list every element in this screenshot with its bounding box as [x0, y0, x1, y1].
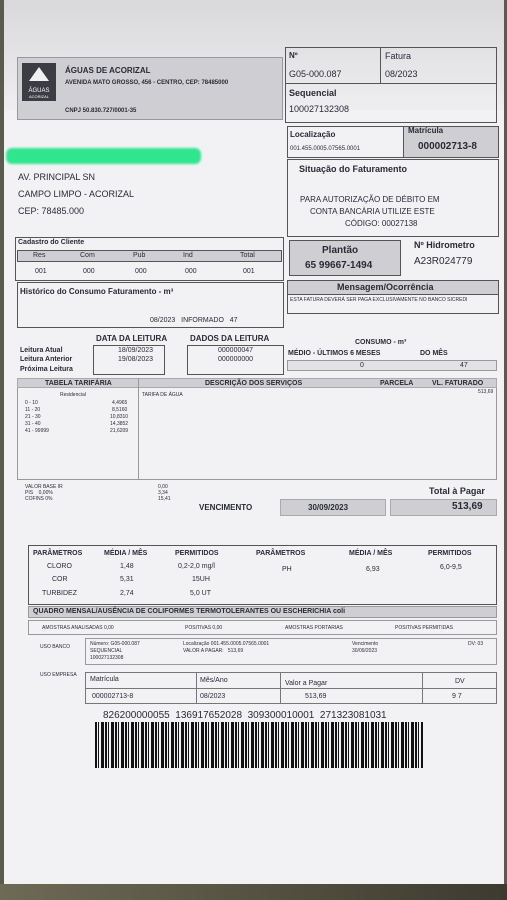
tarifa-faixa-5: 41 - 99999	[25, 428, 49, 434]
consumo-medio-value: 0	[360, 362, 364, 369]
tributo-1-label: VALOR BASE IR	[25, 484, 63, 490]
proxima-leitura-label: Próxima Leitura	[20, 366, 73, 373]
tributo-3-value: 15,41	[158, 496, 171, 502]
situacao-line2: CONTA BANCÁRIA UTILIZE ESTE	[310, 207, 435, 216]
svg-text:ACORIZAL: ACORIZAL	[28, 94, 50, 99]
cad-h-com: Com	[80, 252, 95, 259]
servicos-box	[17, 378, 497, 480]
param-r3-3: 5,0 UT	[190, 590, 212, 597]
coliformes-title: QUADRO MENSAL/AUSÊNCIA DE COLIFORMES TERMOTOLERANTES OU ESCHERICHIA coli	[33, 608, 346, 615]
param-r1-4: PH	[282, 566, 292, 573]
stub1-seq: SEQUENCIAL	[90, 648, 123, 654]
leitura-anterior-date: 19/08/2023	[118, 356, 154, 363]
cad-v-com: 000	[83, 268, 95, 275]
cad-v-ind: 000	[185, 268, 197, 275]
param-h-3: PERMITIDOS	[175, 550, 219, 557]
cad-h-ind: Ind	[183, 252, 193, 259]
historico-title: Histórico do Consumo Faturamento - m³	[20, 287, 174, 296]
vencimento-label: VENCIMENTO	[199, 503, 253, 512]
servicos-desc-label: DESCRIÇÃO DOS SERVIÇOS	[205, 380, 303, 387]
coliformes-item-4: POSITIVAS PERMITIDAS	[395, 625, 453, 631]
location-value: 001.455.0005.07565.0001	[290, 146, 361, 152]
tributo-2-value: 3,34	[158, 490, 168, 496]
tarifa-subtitle: Residencial	[60, 392, 86, 398]
vencimento-value: 30/09/2023	[308, 503, 349, 512]
mensagem-text: ESTA FATURA DEVERÁ SER PAGA EXCLUSIVAMENTE NO BANCO SICREDI	[290, 297, 468, 303]
tarifa-faixa-3: 21 - 30	[25, 414, 41, 420]
company-logo	[22, 63, 56, 101]
param-h-1: PARÂMETROS	[33, 550, 83, 557]
matricula-value: 000002713-8	[418, 141, 477, 152]
param-h-2: MÉDIA / MÊS	[104, 550, 148, 557]
param-h-6: PERMITIDOS	[428, 550, 472, 557]
water-drop-icon	[22, 63, 56, 101]
stub2-h-2: Mês/Ano	[200, 677, 228, 684]
stub1-loc: Localização 001.455.0005.07565.0001	[183, 641, 270, 647]
tarifa-title: TABELA TARIFÁRIA	[45, 380, 112, 387]
cad-v-total: 001	[243, 268, 255, 275]
param-r1-1: CLORO	[47, 563, 72, 570]
consumo-mes-label: DO MÊS	[420, 350, 448, 357]
n-value: G05-000.087	[289, 69, 342, 79]
redacted-name	[6, 148, 201, 164]
customer-address2: CAMPO LIMPO - ACORIZAL	[18, 189, 135, 199]
servicos-valor-label: VL. FATURADO	[432, 380, 484, 387]
param-r1-2: 1,48	[120, 563, 134, 570]
stub1-valor: VALOR A PAGAR: 513,69	[183, 648, 244, 654]
stub2-v-4: 9 7	[452, 693, 462, 700]
param-r3-1: TURBIDEZ	[42, 590, 77, 597]
param-r2-1: COR	[52, 576, 68, 583]
coliformes-item-3: AMOSTRAS PORTARIAS	[285, 625, 343, 631]
tarifa-valor-3: 10,8310	[110, 414, 129, 420]
consumo-title: CONSUMO - m³	[355, 339, 407, 346]
situacao-line3: CÓDIGO: 00027138	[345, 219, 418, 228]
mensagem-title: Mensagem/Ocorrência	[337, 282, 434, 292]
plantao-value: 65 99667-1494	[305, 260, 373, 271]
tributo-2-label: PIS 0,00%	[25, 490, 53, 496]
stub1-section: USO BANCO	[40, 644, 71, 650]
stub2-h-3: Valor a Pagar	[285, 680, 328, 687]
company-name: ÁGUAS DE ACORIZAL	[65, 66, 151, 75]
total-value: 513,69	[452, 501, 483, 512]
servico-item: TARIFA DE ÁGUA	[142, 392, 183, 398]
param-h-5: MÉDIA / MÊS	[349, 550, 393, 557]
leitura-anterior-value: 000000000	[218, 356, 254, 363]
company-cnpj: CNPJ 50.830.727/0001-35	[65, 108, 137, 114]
cadastro-title: Cadastro do Cliente	[18, 239, 85, 246]
n-label: Nº	[289, 51, 298, 60]
leitura-atual-value: 000000047	[218, 347, 254, 354]
tarifa-faixa-4: 31 - 40	[25, 421, 41, 427]
tarifa-valor-4: 14,3852	[110, 421, 129, 427]
stub1-seq-val: 100027132308	[90, 655, 124, 661]
plantao-label: Plantão	[322, 245, 359, 256]
stub2-h-1: Matrícula	[90, 676, 119, 683]
barcode-digits: 826200000055 136917652028 309300010001 271323081031	[103, 710, 387, 721]
customer-cep: CEP: 78485.000	[18, 206, 85, 216]
param-h-4: PARÂMETROS	[256, 550, 306, 557]
stub2-h-4: DV	[455, 678, 465, 685]
stub1-dv: DV: 03	[468, 641, 484, 647]
cad-h-pub: Pub	[133, 252, 146, 259]
servico-item-value: 513,69	[478, 389, 494, 395]
stub2-section: USO EMPRESA	[40, 672, 77, 678]
tarifa-valor-2: 8,5160	[112, 407, 128, 413]
sequencial-value: 100027132308	[289, 104, 350, 114]
company-address: AVENIDA MATO GROSSO, 456 - CENTRO, CEP: 78485000	[65, 80, 229, 86]
historico-line: 08/2023 INFORMADO 47	[150, 317, 238, 324]
consumo-mes-value: 47	[460, 362, 468, 369]
situacao-line1: PARA AUTORIZAÇÃO DE DÉBITO EM	[300, 195, 440, 204]
situacao-title: Situação do Faturamento	[299, 164, 408, 174]
cad-v-res: 001	[35, 268, 47, 275]
coliformes-item-1: AMOSTRAS ANALISADAS 0,00	[42, 625, 114, 631]
sequencial-label: Sequencial	[289, 88, 337, 98]
param-r2-2: 5,31	[120, 576, 134, 583]
param-r1-5: 6,93	[366, 566, 380, 573]
tarifa-valor-1: 4,4965	[112, 400, 128, 406]
param-r3-2: 2,74	[120, 590, 134, 597]
tarifa-faixa-1: 0 - 10	[25, 400, 38, 406]
stub1-numero: Número: G05-000.087	[90, 641, 140, 647]
cad-h-total: Total	[240, 252, 255, 259]
stub1-venc-label: Vencimento	[352, 641, 379, 647]
stub2-v-2: 08/2023	[200, 693, 226, 700]
stub1-box	[85, 638, 497, 665]
matricula-label: Matrícula	[408, 126, 444, 135]
tarifa-faixa-2: 11 - 20	[25, 407, 41, 413]
dados-leitura-label: DADOS DA LEITURA	[190, 334, 270, 343]
tributo-3-label: COFINS 0%	[25, 496, 53, 502]
hidrometro-label: Nº Hidrometro	[414, 240, 475, 250]
tributo-1-value: 0,00	[158, 484, 168, 490]
stub1-venc-val: 30/09/2023	[352, 648, 378, 654]
total-label: Total à Pagar	[429, 486, 485, 496]
fatura-value: 08/2023	[385, 69, 418, 79]
tarifa-valor-5: 21,6209	[110, 428, 129, 434]
fatura-label: Fatura	[385, 51, 412, 61]
svg-text:ÁGUAS: ÁGUAS	[28, 88, 50, 94]
leitura-atual-date: 18/09/2023	[118, 347, 154, 354]
leitura-atual-label: Leitura Atual	[20, 347, 63, 354]
stub2-v-3: 513,69	[305, 693, 327, 700]
consumo-medio-label: MÉDIO - ÚLTIMOS 6 MESES	[288, 350, 381, 357]
servicos-parcela-label: PARCELA	[380, 380, 414, 387]
data-leitura-label: DATA DA LEITURA	[96, 334, 168, 343]
hidrometro-value: A23R024779	[414, 256, 473, 267]
coliformes-item-2: POSITIVAS 0,00	[185, 625, 223, 631]
table-surface	[0, 884, 507, 900]
cad-v-pub: 000	[135, 268, 147, 275]
barcode	[95, 722, 423, 768]
cad-h-res: Res	[33, 252, 46, 259]
customer-address1: AV. PRINCIPAL SN	[18, 172, 96, 182]
param-r1-6: 6,0-9,5	[440, 564, 462, 571]
stub2-v-1: 000002713-8	[92, 693, 134, 700]
param-r1-3: 0,2-2,0 mg/l	[178, 563, 215, 570]
leitura-anterior-label: Leitura Anterior	[20, 356, 73, 363]
location-label: Localização	[290, 130, 336, 139]
param-r2-3: 15UH	[192, 576, 210, 583]
